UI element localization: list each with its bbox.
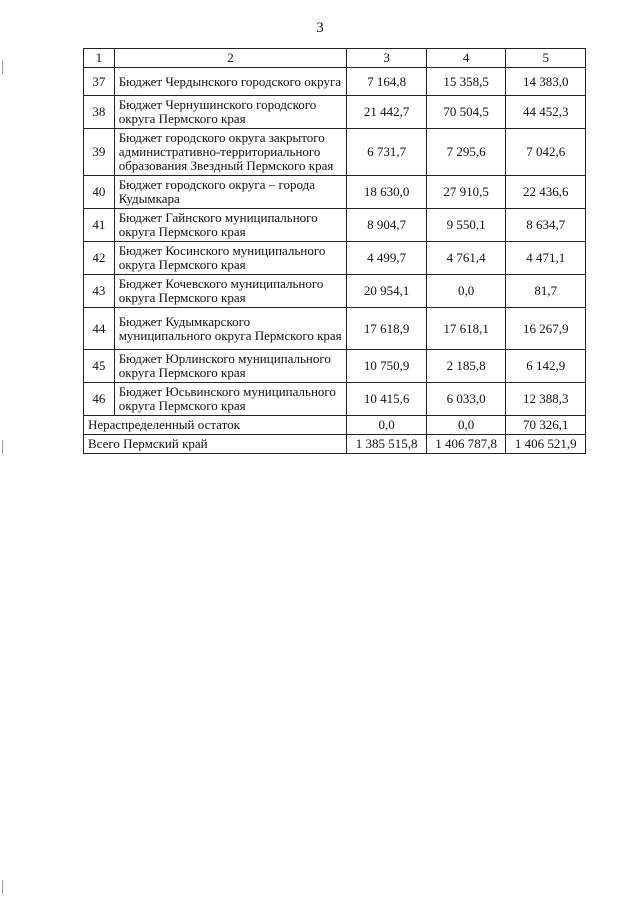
value-col-3: 10 750,9 bbox=[347, 350, 427, 383]
budget-name: Бюджет городского округа – города Кудымкара bbox=[114, 176, 347, 209]
footer-value-col-5: 1 406 521,9 bbox=[506, 435, 586, 454]
footer-value-col-3: 1 385 515,8 bbox=[347, 435, 427, 454]
row-number: 39 bbox=[84, 129, 115, 176]
header-col-4: 4 bbox=[426, 49, 506, 68]
value-col-3: 20 954,1 bbox=[347, 275, 427, 308]
budget-table bbox=[83, 48, 586, 454]
value-col-5: 16 267,9 bbox=[506, 308, 586, 350]
value-col-4: 0,0 bbox=[426, 275, 506, 308]
budget-name: Бюджет Чердынского городского округа bbox=[114, 68, 347, 96]
table-row bbox=[84, 350, 586, 383]
footer-value-col-4: 1 406 787,8 bbox=[426, 435, 506, 454]
row-number: 41 bbox=[84, 209, 115, 242]
table-row bbox=[84, 275, 586, 308]
row-number: 37 bbox=[84, 68, 115, 96]
value-col-5: 14 383,0 bbox=[506, 68, 586, 96]
value-col-4: 15 358,5 bbox=[426, 68, 506, 96]
value-col-5: 8 634,7 bbox=[506, 209, 586, 242]
table-row bbox=[84, 242, 586, 275]
total-row bbox=[84, 435, 586, 454]
footer-value-col-4: 0,0 bbox=[426, 416, 506, 435]
value-col-3: 21 442,7 bbox=[347, 96, 427, 129]
value-col-4: 17 618,1 bbox=[426, 308, 506, 350]
table-row bbox=[84, 308, 586, 350]
header-col-1: 1 bbox=[84, 49, 115, 68]
budget-name: Бюджет Юсьвинского муниципального округа Пермского края bbox=[114, 383, 347, 416]
table-row bbox=[84, 96, 586, 129]
margin-mark bbox=[2, 60, 3, 74]
value-col-4: 2 185,8 bbox=[426, 350, 506, 383]
value-col-5: 44 452,3 bbox=[506, 96, 586, 129]
value-col-5: 6 142,9 bbox=[506, 350, 586, 383]
value-col-3: 7 164,8 bbox=[347, 68, 427, 96]
header-col-3: 3 bbox=[347, 49, 427, 68]
value-col-4: 6 033,0 bbox=[426, 383, 506, 416]
footer-label: Всего Пермский край bbox=[84, 435, 347, 454]
unallocated-row bbox=[84, 416, 586, 435]
header-col-2: 2 bbox=[114, 49, 347, 68]
margin-mark bbox=[2, 880, 3, 894]
header-col-5: 5 bbox=[506, 49, 586, 68]
value-col-4: 70 504,5 bbox=[426, 96, 506, 129]
budget-name: Бюджет Гайнского муниципального округа Пермского края bbox=[114, 209, 347, 242]
table-row bbox=[84, 383, 586, 416]
row-number: 46 bbox=[84, 383, 115, 416]
budget-name: Бюджет Кудымкарского муниципального округа Пермского края bbox=[114, 308, 347, 350]
row-number: 43 bbox=[84, 275, 115, 308]
value-col-4: 9 550,1 bbox=[426, 209, 506, 242]
table-row bbox=[84, 209, 586, 242]
row-number: 40 bbox=[84, 176, 115, 209]
value-col-4: 27 910,5 bbox=[426, 176, 506, 209]
value-col-3: 8 904,7 bbox=[347, 209, 427, 242]
table-row bbox=[84, 129, 586, 176]
budget-name: Бюджет Кочевского муниципального округа Пермского края bbox=[114, 275, 347, 308]
row-number: 42 bbox=[84, 242, 115, 275]
row-number: 45 bbox=[84, 350, 115, 383]
footer-value-col-3: 0,0 bbox=[347, 416, 427, 435]
margin-mark bbox=[2, 440, 3, 454]
row-number: 38 bbox=[84, 96, 115, 129]
budget-name: Бюджет Юрлинского муниципального округа Пермского края bbox=[114, 350, 347, 383]
value-col-3: 4 499,7 bbox=[347, 242, 427, 275]
table-row bbox=[84, 68, 586, 96]
value-col-3: 6 731,7 bbox=[347, 129, 427, 176]
value-col-5: 22 436,6 bbox=[506, 176, 586, 209]
table-row bbox=[84, 176, 586, 209]
budget-name: Бюджет Чернушинского городского округа Пермского края bbox=[114, 96, 347, 129]
footer-label: Нераспределенный остаток bbox=[84, 416, 347, 435]
footer-value-col-5: 70 326,1 bbox=[506, 416, 586, 435]
value-col-5: 81,7 bbox=[506, 275, 586, 308]
value-col-5: 12 388,3 bbox=[506, 383, 586, 416]
row-number: 44 bbox=[84, 308, 115, 350]
value-col-3: 18 630,0 bbox=[347, 176, 427, 209]
value-col-4: 7 295,6 bbox=[426, 129, 506, 176]
budget-name: Бюджет городского округа закрытого административно-территориального образования Звездный Пермского края bbox=[114, 129, 347, 176]
value-col-3: 17 618,9 bbox=[347, 308, 427, 350]
header-row bbox=[84, 49, 586, 68]
value-col-5: 7 042,6 bbox=[506, 129, 586, 176]
budget-name: Бюджет Косинского муниципального округа Пермского края bbox=[114, 242, 347, 275]
value-col-3: 10 415,6 bbox=[347, 383, 427, 416]
value-col-4: 4 761,4 bbox=[426, 242, 506, 275]
page-number: 3 bbox=[316, 20, 324, 36]
value-col-5: 4 471,1 bbox=[506, 242, 586, 275]
